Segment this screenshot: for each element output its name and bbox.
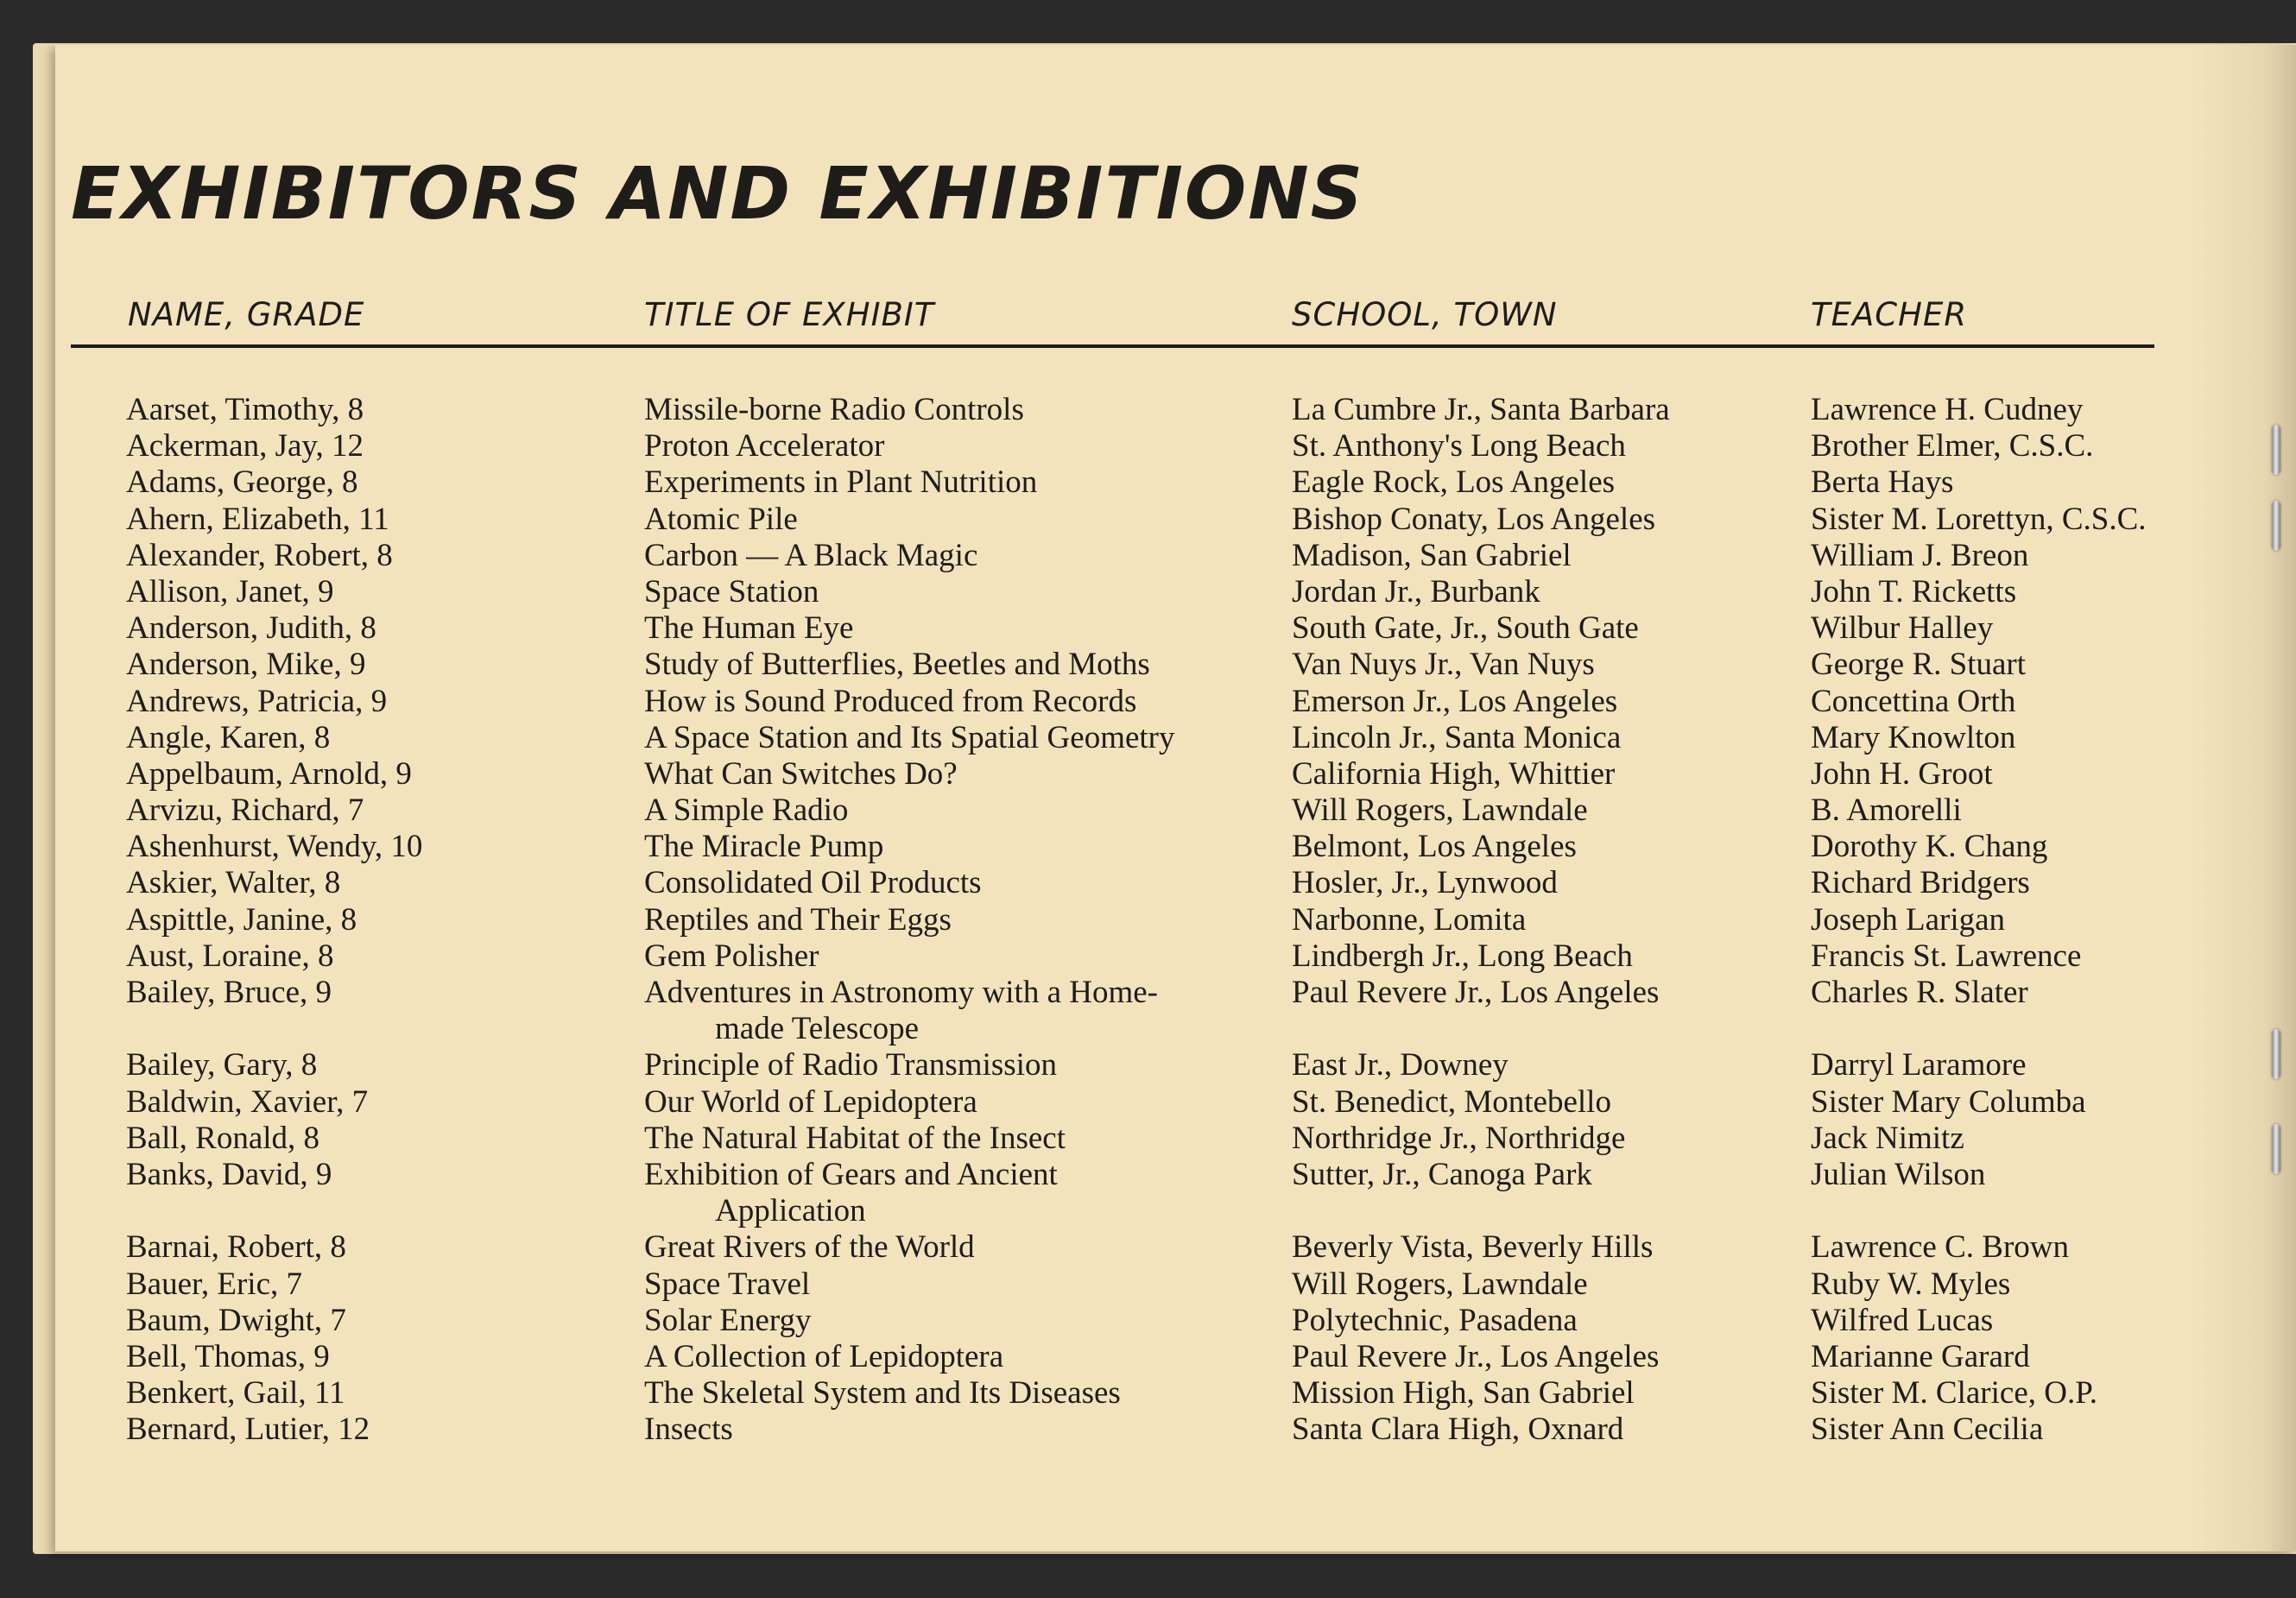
teacher-name — [1811, 902, 2182, 938]
teacher-name-text: Concettina Orth — [1811, 683, 2016, 719]
school-town-text: Bishop Conaty, Los Angeles — [1292, 501, 1656, 537]
exhibit-title — [644, 610, 1300, 647]
school-town-text: St. Anthony's Long Beach — [1292, 428, 1626, 464]
exhibit-title — [644, 1303, 1300, 1339]
school-town-text: California High, Whittier — [1292, 755, 1616, 792]
exhibit-title-text: The Natural Habitat of the Insect — [644, 1120, 1066, 1156]
exhibit-title-text: A Space Station and Its Spatial Geometry — [644, 719, 1175, 755]
exhibitor-name — [126, 1157, 610, 1229]
teacher-name-text: Darryl Laramore — [1811, 1047, 2027, 1083]
exhibitor-name-text: Aust, Loraine, 8 — [126, 938, 334, 974]
school-town-text: Paul Revere Jr., Los Angeles — [1292, 975, 1660, 1010]
exhibitor-name-text: Bell, Thomas, 9 — [126, 1338, 330, 1374]
school-town — [1292, 647, 1775, 683]
teacher-name-text: Lawrence C. Brown — [1811, 1229, 2069, 1266]
exhibit-title-text: The Skeletal System and Its Diseases — [644, 1375, 1121, 1412]
exhibitor-name-text: Bauer, Eric, 7 — [126, 1266, 302, 1302]
exhibitor-name — [126, 647, 610, 683]
exhibitor-name-text: Bailey, Gary, 8 — [126, 1047, 318, 1083]
teacher-name-text: Mary Knowlton — [1811, 719, 2016, 755]
exhibitor-name-text: Bernard, Lutier, 12 — [126, 1412, 370, 1448]
school-town — [1292, 1412, 1775, 1448]
exhibitor-name — [126, 793, 610, 829]
exhibitor-name-text: Ashenhurst, Wendy, 10 — [126, 829, 423, 865]
school-town — [1292, 1303, 1775, 1339]
teacher-name — [1811, 684, 2182, 720]
teacher-name — [1811, 502, 2182, 538]
school-town — [1292, 1375, 1775, 1412]
exhibitor-name-text: Bailey, Bruce, 9 — [126, 975, 332, 1010]
teacher-name-text: Dorothy K. Chang — [1811, 829, 2048, 865]
exhibitor-name — [126, 538, 610, 574]
exhibit-title-text: Carbon — A Black Magic — [644, 537, 978, 573]
school-town — [1292, 975, 1775, 1047]
school-town — [1292, 538, 1775, 574]
exhibit-title-text: Exhibition of Gears and Ancient — [644, 1156, 1058, 1192]
teacher-name — [1811, 1375, 2182, 1412]
teacher-name-text: Richard Bridgers — [1811, 865, 2030, 901]
teacher-name — [1811, 464, 2182, 501]
exhibit-title — [644, 902, 1300, 938]
column-header-school: SCHOOL, TOWN — [1292, 296, 1558, 333]
exhibit-title-text: A Collection of Lepidoptera — [644, 1338, 1004, 1374]
exhibitor-name — [126, 1412, 610, 1448]
teacher-name-text: George R. Stuart — [1811, 647, 2027, 683]
school-town-text: East Jr., Downey — [1292, 1047, 1509, 1083]
exhibitor-name-text: Aarset, Timothy, 8 — [126, 392, 364, 427]
exhibit-title — [644, 1375, 1300, 1412]
teacher-name — [1811, 1266, 2182, 1303]
exhibit-title — [644, 829, 1300, 865]
exhibitor-name-text: Ahern, Elizabeth, 11 — [126, 501, 389, 537]
exhibitor-name — [126, 610, 610, 647]
school-town — [1292, 1229, 1775, 1266]
exhibit-title — [644, 502, 1300, 538]
school-town-text: Mission High, San Gabriel — [1292, 1375, 1635, 1412]
teacher-name-text: Sister Mary Columba — [1811, 1083, 2086, 1120]
teacher-name-text: Julian Wilson — [1811, 1156, 1986, 1192]
exhibitor-name-text: Anderson, Mike, 9 — [126, 647, 366, 683]
exhibit-title — [644, 1412, 1300, 1448]
teacher-name-text: B. Amorelli — [1811, 793, 1962, 829]
exhibit-title — [644, 938, 1300, 975]
exhibit-title — [644, 1266, 1300, 1303]
exhibitor-name — [126, 975, 610, 1047]
exhibit-title-text: Reptiles and Their Eggs — [644, 901, 952, 938]
teacher-name — [1811, 428, 2182, 464]
exhibitor-name — [126, 829, 610, 865]
school-town-text: Jordan Jr., Burbank — [1292, 573, 1540, 610]
exhibitor-name — [126, 1303, 610, 1339]
teacher-name — [1811, 1047, 2182, 1083]
exhibit-title-text: Space Travel — [644, 1266, 811, 1302]
exhibit-title — [644, 538, 1300, 574]
teacher-name-text: William J. Breon — [1811, 537, 2029, 573]
exhibitor-name — [126, 1375, 610, 1412]
teacher-name-text: John T. Ricketts — [1811, 573, 2017, 610]
exhibitor-name-text: Alexander, Robert, 8 — [126, 537, 393, 573]
school-town-text: Madison, San Gabriel — [1292, 537, 1572, 573]
school-town — [1292, 428, 1775, 464]
school-town-text: Van Nuys Jr., Van Nuys — [1292, 647, 1595, 683]
teacher-name-text: Sister M. Lorettyn, C.S.C. — [1811, 501, 2147, 537]
exhibit-title — [644, 1084, 1300, 1121]
school-town — [1292, 684, 1775, 720]
teacher-name-text: John H. Groot — [1811, 755, 1993, 792]
school-town — [1292, 1084, 1775, 1121]
exhibit-title-text: The Miracle Pump — [644, 829, 884, 865]
exhibit-title-column — [644, 392, 1300, 1448]
school-town-text: South Gate, Jr., South Gate — [1292, 610, 1639, 647]
exhibitor-name — [126, 902, 610, 938]
teacher-name — [1811, 574, 2182, 610]
school-town-text: Lindbergh Jr., Long Beach — [1292, 938, 1633, 974]
exhibit-title-text: What Can Switches Do? — [644, 755, 958, 792]
teacher-name — [1811, 975, 2182, 1047]
teacher-name-text: Berta Hays — [1811, 464, 1954, 501]
exhibit-title-text: Consolidated Oil Products — [644, 865, 982, 901]
exhibitor-name — [126, 464, 610, 501]
exhibitor-name — [126, 1266, 610, 1303]
exhibit-title-text: Principle of Radio Transmission — [644, 1047, 1057, 1083]
exhibitor-name — [126, 865, 610, 901]
school-town — [1292, 1047, 1775, 1083]
teacher-name-text: Francis St. Lawrence — [1811, 938, 2082, 974]
exhibit-title-text: Missile-borne Radio Controls — [644, 392, 1024, 427]
exhibit-title-text: Insects — [644, 1412, 733, 1448]
teacher-name — [1811, 538, 2182, 574]
exhibit-title-text: Space Station — [644, 573, 819, 610]
exhibitor-name-text: Baum, Dwight, 7 — [126, 1302, 346, 1338]
column-header-exhibit: TITLE OF EXHIBIT — [644, 296, 935, 333]
school-town — [1292, 1339, 1775, 1375]
school-town-text: Will Rogers, Lawndale — [1292, 1266, 1588, 1302]
exhibitor-name-text: Askier, Walter, 8 — [126, 865, 341, 901]
teacher-name — [1811, 793, 2182, 829]
column-header-name: NAME, GRADE — [128, 296, 365, 333]
exhibitor-name-text: Appelbaum, Arnold, 9 — [126, 755, 412, 792]
teacher-name-text: Jack Nimitz — [1811, 1120, 1964, 1156]
exhibitor-name-text: Allison, Janet, 9 — [126, 573, 334, 610]
exhibit-title-text: Experiments in Plant Nutrition — [644, 464, 1038, 501]
school-town-text: Hosler, Jr., Lynwood — [1292, 865, 1558, 901]
exhibit-title — [644, 1339, 1300, 1375]
school-town-text: Emerson Jr., Los Angeles — [1292, 683, 1618, 719]
exhibitor-name-text: Ball, Ronald, 8 — [126, 1120, 320, 1156]
exhibitor-name — [126, 392, 610, 428]
exhibit-title-text: The Human Eye — [644, 610, 854, 647]
exhibitor-name — [126, 1084, 610, 1121]
staple — [2272, 425, 2280, 475]
exhibitor-name-text: Ackerman, Jay, 12 — [126, 428, 364, 464]
school-town-text: Will Rogers, Lawndale — [1292, 793, 1588, 829]
exhibitor-name — [126, 1047, 610, 1083]
teacher-name — [1811, 1229, 2182, 1266]
name-grade-column — [126, 392, 610, 1448]
exhibit-title-text: A Simple Radio — [644, 793, 849, 829]
exhibitor-name-text: Benkert, Gail, 11 — [126, 1375, 345, 1412]
exhibitor-name-text: Angle, Karen, 8 — [126, 719, 331, 755]
teacher-name-text: Ruby W. Myles — [1811, 1266, 2011, 1302]
exhibitor-name-text: Andrews, Patricia, 9 — [126, 683, 388, 719]
school-town — [1292, 938, 1775, 975]
exhibitor-name — [126, 1121, 610, 1157]
exhibitor-name — [126, 574, 610, 610]
exhibit-title-continuation: made Telescope — [715, 1011, 920, 1047]
exhibitor-name — [126, 428, 610, 464]
exhibit-title — [644, 1157, 1300, 1229]
exhibitor-name — [126, 756, 610, 793]
exhibit-title — [644, 428, 1300, 464]
school-town — [1292, 756, 1775, 793]
school-town-text: Polytechnic, Pasadena — [1292, 1302, 1578, 1338]
school-town-text: Paul Revere Jr., Los Angeles — [1292, 1338, 1660, 1374]
column-header-teacher: TEACHER — [1811, 296, 1968, 333]
school-town — [1292, 865, 1775, 901]
school-town-text: La Cumbre Jr., Santa Barbara — [1292, 392, 1670, 427]
exhibit-title — [644, 720, 1300, 756]
teacher-name-text: Wilfred Lucas — [1811, 1302, 1994, 1338]
exhibit-title — [644, 1121, 1300, 1157]
teacher-name — [1811, 720, 2182, 756]
exhibit-title-text: Our World of Lepidoptera — [644, 1083, 977, 1120]
school-town-text: Beverly Vista, Beverly Hills — [1292, 1229, 1654, 1266]
teacher-name — [1811, 1303, 2182, 1339]
school-town — [1292, 902, 1775, 938]
school-town-text: Lincoln Jr., Santa Monica — [1292, 719, 1622, 755]
exhibitor-name-text: Banks, David, 9 — [126, 1156, 332, 1192]
binding-gutter — [2192, 45, 2296, 1551]
exhibit-title — [644, 975, 1300, 1047]
teacher-name — [1811, 938, 2182, 975]
school-town — [1292, 464, 1775, 501]
staple — [2272, 1124, 2280, 1174]
teacher-name-text: Lawrence H. Cudney — [1811, 392, 2084, 427]
teacher-name — [1811, 1084, 2182, 1121]
teacher-name — [1811, 1157, 2182, 1229]
staple — [2272, 1029, 2280, 1079]
exhibit-title — [644, 684, 1300, 720]
teacher-name — [1811, 392, 2182, 428]
exhibit-title-text: Adventures in Astronomy with a Home- — [644, 975, 1158, 1010]
staple — [2272, 501, 2280, 551]
school-town-text: Sutter, Jr., Canoga Park — [1292, 1156, 1592, 1192]
exhibit-title — [644, 647, 1300, 683]
teacher-name — [1811, 865, 2182, 901]
page-title: EXHIBITORS AND EXHIBITIONS — [71, 151, 1365, 236]
school-town — [1292, 574, 1775, 610]
teacher-name-text: Brother Elmer, C.S.C. — [1811, 428, 2094, 464]
teacher-name — [1811, 647, 2182, 683]
exhibitor-name-text: Arvizu, Richard, 7 — [126, 793, 364, 829]
school-town-column — [1292, 392, 1775, 1448]
exhibit-title-text: Study of Butterflies, Beetles and Moths — [644, 647, 1150, 683]
exhibitor-name-text: Barnai, Robert, 8 — [126, 1229, 346, 1266]
school-town — [1292, 1121, 1775, 1157]
exhibit-title — [644, 756, 1300, 793]
teacher-name-text: Charles R. Slater — [1811, 975, 2028, 1010]
exhibit-title-text: Proton Accelerator — [644, 428, 885, 464]
exhibitor-name-text: Aspittle, Janine, 8 — [126, 901, 357, 938]
exhibitor-name — [126, 684, 610, 720]
teacher-name-text: Sister Ann Cecilia — [1811, 1412, 2044, 1448]
school-town — [1292, 793, 1775, 829]
teacher-name — [1811, 610, 2182, 647]
exhibit-title — [644, 1047, 1300, 1083]
exhibitor-name — [126, 720, 610, 756]
teacher-name-text: Wilbur Halley — [1811, 610, 1994, 647]
school-town-text: Narbonne, Lomita — [1292, 901, 1527, 938]
teacher-name — [1811, 1121, 2182, 1157]
exhibitor-name-text: Anderson, Judith, 8 — [126, 610, 376, 647]
school-town-text: Northridge Jr., Northridge — [1292, 1120, 1626, 1156]
school-town — [1292, 1157, 1775, 1229]
exhibit-title — [644, 1229, 1300, 1266]
exhibit-title-text: How is Sound Produced from Records — [644, 683, 1137, 719]
exhibit-title — [644, 464, 1300, 501]
teacher-name-text: Sister M. Clarice, O.P. — [1811, 1375, 2097, 1412]
exhibit-title — [644, 392, 1300, 428]
exhibit-title — [644, 793, 1300, 829]
school-town-text: Santa Clara High, Oxnard — [1292, 1412, 1624, 1448]
school-town — [1292, 610, 1775, 647]
exhibit-title-text: Gem Polisher — [644, 938, 819, 974]
exhibit-title — [644, 574, 1300, 610]
school-town-text: Belmont, Los Angeles — [1292, 829, 1577, 865]
school-town — [1292, 392, 1775, 428]
exhibit-title-continuation: Application — [715, 1193, 866, 1229]
school-town-text: St. Benedict, Montebello — [1292, 1083, 1611, 1120]
teacher-name — [1811, 1339, 2182, 1375]
exhibit-title-text: Solar Energy — [644, 1302, 812, 1338]
exhibit-title-text: Atomic Pile — [644, 501, 798, 537]
exhibitor-name-text: Adams, George, 8 — [126, 464, 358, 501]
teacher-name — [1811, 756, 2182, 793]
teacher-name-text: Joseph Larigan — [1811, 901, 2006, 938]
header-rule — [71, 344, 2154, 348]
teacher-name-text: Marianne Garard — [1811, 1338, 2030, 1374]
teacher-column — [1811, 392, 2182, 1448]
exhibit-title-text: Great Rivers of the World — [644, 1229, 975, 1266]
teacher-name — [1811, 829, 2182, 865]
exhibitor-name — [126, 1229, 610, 1266]
exhibit-title — [644, 865, 1300, 901]
school-town — [1292, 502, 1775, 538]
school-town — [1292, 720, 1775, 756]
school-town-text: Eagle Rock, Los Angeles — [1292, 464, 1616, 501]
school-town — [1292, 1266, 1775, 1303]
exhibitor-name-text: Baldwin, Xavier, 7 — [126, 1083, 369, 1120]
exhibitor-name — [126, 1339, 610, 1375]
teacher-name — [1811, 1412, 2182, 1448]
school-town — [1292, 829, 1775, 865]
exhibitor-name — [126, 938, 610, 975]
exhibitor-name — [126, 502, 610, 538]
